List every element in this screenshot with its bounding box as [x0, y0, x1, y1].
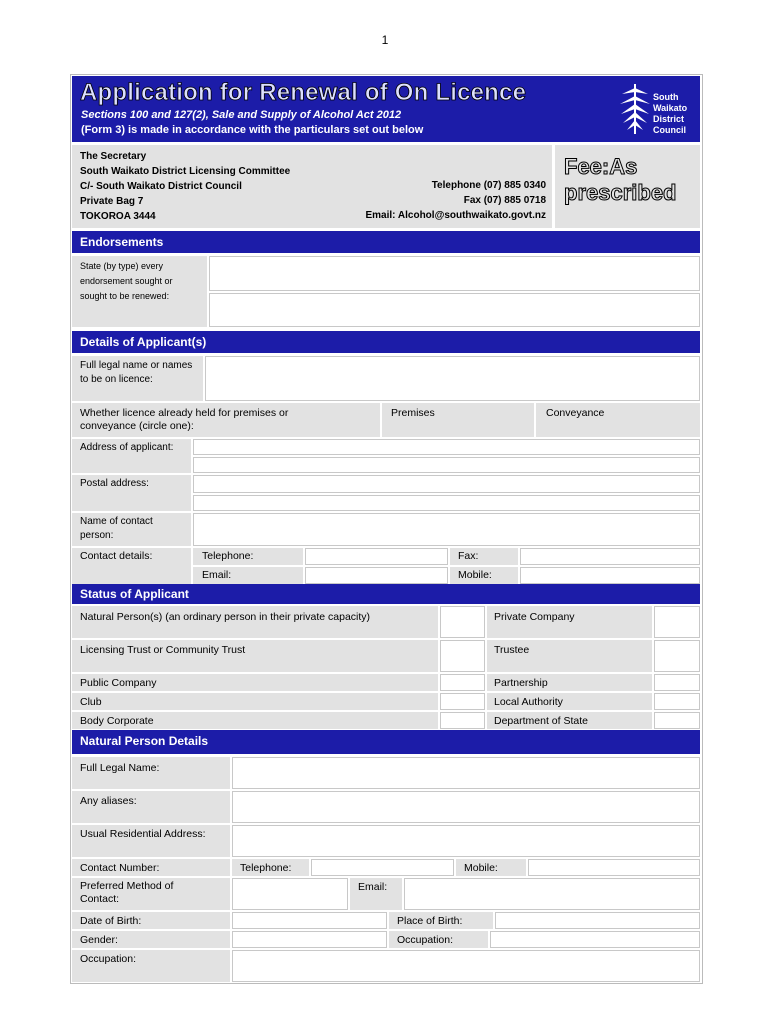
aliases-label: Any aliases: — [80, 795, 137, 807]
contact-details-label: Contact details: — [80, 550, 153, 562]
status-local-authority: Local Authority — [494, 696, 563, 708]
page-number: 1 — [381, 33, 389, 47]
fax-field[interactable] — [520, 548, 700, 565]
address-field-1[interactable] — [193, 439, 700, 455]
status-row-4-left — [72, 693, 438, 710]
np-mobile-label: Mobile: — [464, 862, 498, 874]
endorsement-field-2[interactable] — [209, 293, 700, 327]
pob-label: Place of Birth: — [397, 915, 463, 927]
address-label: Address of applicant: — [72, 439, 191, 473]
address-field-2[interactable] — [193, 457, 700, 473]
occupation-label: Occupation: — [80, 953, 137, 965]
status-private-company-box[interactable] — [654, 606, 700, 638]
residential-label: Usual Residential Address: — [80, 828, 206, 840]
status-body-corporate: Body Corporate — [80, 715, 154, 727]
endorsement-label: State (by type) every endorsement sought or sought to be renewed: — [72, 256, 207, 327]
np-email-field[interactable] — [404, 878, 700, 910]
status-club: Club — [80, 696, 102, 708]
full-legal-name-label: Full Legal Name: — [80, 762, 160, 774]
np-mobile-field[interactable] — [528, 859, 700, 876]
form-subtitle: (Form 3) is made in accordance with the particulars set out below — [81, 124, 424, 136]
form-subtitle-act: Sections 100 and 127(2), Sale and Supply of Alcohol Act 2012 — [81, 109, 402, 121]
dob-label: Date of Birth: — [80, 915, 142, 927]
np-telephone-label: Telephone: — [240, 862, 292, 874]
status-natural-person-box[interactable] — [440, 606, 485, 638]
full-name-label: Full legal name or names to be on licence: — [72, 356, 203, 401]
full-legal-name-field[interactable] — [232, 757, 700, 789]
email-label: Email: — [202, 569, 232, 581]
dob-field[interactable] — [232, 912, 387, 929]
status-body-corporate-box[interactable] — [440, 712, 485, 729]
status-trustee: Trustee — [494, 644, 530, 656]
section-natural-person: Natural Person Details — [72, 730, 700, 754]
section-status: Status of Applicant — [72, 584, 700, 604]
postal-address-label: Postal address: — [72, 475, 191, 511]
occupation-inline-label: Occupation: — [397, 934, 454, 946]
section-applicant: Details of Applicant(s) — [72, 331, 700, 353]
postal-field-1[interactable] — [193, 475, 700, 493]
occupation-inline-field[interactable] — [490, 931, 700, 948]
held-for-label: Whether licence already held for premises or conveyance (circle one): — [80, 407, 289, 432]
status-club-box[interactable] — [440, 693, 485, 710]
contact-person-field[interactable] — [193, 513, 700, 546]
section-endorsements: Endorsements — [72, 231, 700, 253]
status-department-of-state-box[interactable] — [654, 712, 700, 729]
status-department-of-state: Department of State — [494, 715, 588, 727]
telephone-label: Telephone: — [202, 550, 254, 562]
telephone-number: Telephone (07) 885 0340 — [431, 180, 546, 191]
mobile-field[interactable] — [520, 567, 700, 584]
council-name: South Waikato District Council — [653, 92, 688, 135]
telephone-field[interactable] — [305, 548, 448, 565]
status-private-company: Private Company — [494, 611, 575, 623]
form-title: Application for Renewal of On Licence — [80, 79, 527, 106]
status-partnership: Partnership — [494, 677, 548, 689]
endorsement-field-1[interactable] — [209, 256, 700, 291]
preferred-method-label: Preferred Method of Contact: — [80, 880, 174, 905]
fax-number: Fax (07) 885 0718 — [463, 195, 546, 206]
status-public-company-box[interactable] — [440, 674, 485, 691]
status-licensing-trust: Licensing Trust or Community Trust — [80, 644, 246, 656]
postal-field-2[interactable] — [193, 495, 700, 511]
contact-number-label: Contact Number: — [80, 862, 160, 874]
email-field[interactable] — [305, 567, 448, 584]
full-name-field[interactable] — [205, 356, 700, 401]
postal-address: The Secretary South Waikato District Licensing Committee C/- South Waikato District Council Private Bag 7 TOKOROA 3444 — [80, 151, 291, 222]
preferred-method-field[interactable] — [232, 878, 348, 910]
aliases-field[interactable] — [232, 791, 700, 823]
mobile-label: Mobile: — [458, 569, 492, 581]
residential-field[interactable] — [232, 825, 700, 857]
status-public-company: Public Company — [80, 677, 157, 689]
council-logo-icon — [618, 80, 652, 138]
np-telephone-field[interactable] — [311, 859, 454, 876]
pob-field[interactable] — [495, 912, 700, 929]
occupation-field[interactable] — [232, 950, 700, 982]
status-partnership-box[interactable] — [654, 674, 700, 691]
status-trustee-box[interactable] — [654, 640, 700, 672]
status-natural-person: Natural Person(s) (an ordinary person in their private capacity) — [80, 611, 371, 623]
council-contact — [300, 178, 546, 223]
premises-label: Premises — [391, 407, 435, 419]
np-email-label: Email: — [358, 881, 388, 893]
gender-field[interactable] — [232, 931, 387, 948]
fee-text: Fee:As prescribed — [564, 154, 677, 205]
fax-label: Fax: — [458, 550, 479, 562]
conveyance-label: Conveyance — [546, 407, 605, 419]
contact-person-label: Name of contact person: — [72, 513, 191, 546]
email-address: Email: Alcohol@southwaikato.govt.nz — [365, 210, 546, 221]
status-local-authority-box[interactable] — [654, 693, 700, 710]
status-licensing-trust-box[interactable] — [440, 640, 485, 672]
gender-label: Gender: — [80, 934, 118, 946]
